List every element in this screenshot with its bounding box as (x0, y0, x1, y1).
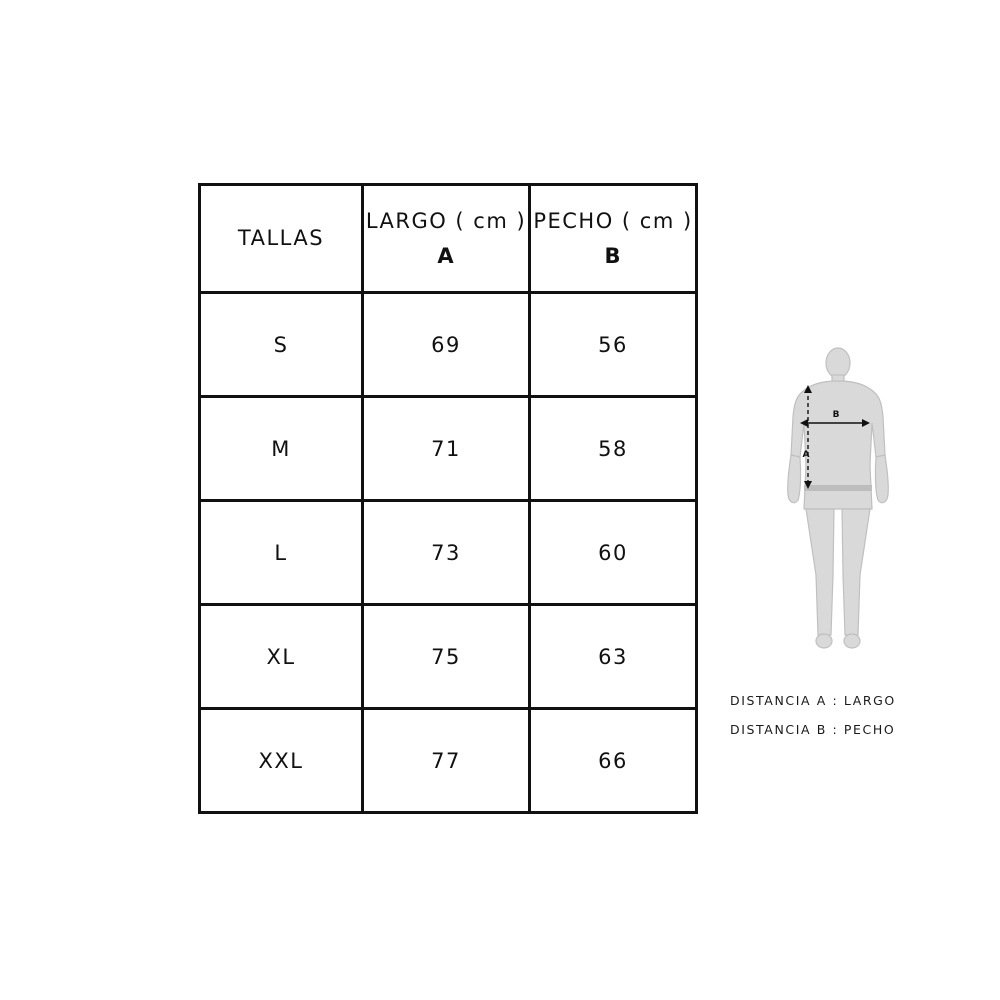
waist-band (804, 485, 872, 491)
cell-length: 77 (363, 709, 530, 813)
table-row (200, 397, 697, 501)
table-row (200, 293, 697, 397)
cell-chest: 66 (530, 709, 697, 813)
table-body (200, 293, 697, 813)
column-header-chest-label: PECHO ( cm ) (533, 209, 693, 234)
table-row (200, 605, 697, 709)
table-header (200, 185, 697, 293)
body-figure-svg (748, 345, 928, 675)
legend-line-a: DISTANCIA A : LARGO (730, 693, 896, 708)
measurement-label-a: A (802, 450, 810, 460)
cell-size: M (200, 397, 363, 501)
cell-size: XL (200, 605, 363, 709)
column-header-chest (530, 185, 697, 293)
cell-chest: 58 (530, 397, 697, 501)
cell-size: XXL (200, 709, 363, 813)
table-row (200, 709, 697, 813)
column-header-chest-letter: B (604, 243, 622, 268)
table-header-row (200, 185, 697, 293)
cell-chest: 56 (530, 293, 697, 397)
column-header-length-letter: A (437, 243, 455, 268)
legend (730, 693, 950, 737)
size-chart-table-container (198, 183, 693, 814)
column-header-length-label: LARGO ( cm ) (365, 209, 527, 234)
cell-length: 73 (363, 501, 530, 605)
column-header-sizes (200, 185, 363, 293)
cell-chest: 63 (530, 605, 697, 709)
column-header-sizes-label: TALLAS (237, 226, 325, 251)
legend-line-b: DISTANCIA B : PECHO (730, 722, 896, 737)
cell-length: 69 (363, 293, 530, 397)
size-chart-table (198, 183, 698, 814)
cell-size: S (200, 293, 363, 397)
table-row (200, 501, 697, 605)
cell-length: 75 (363, 605, 530, 709)
cell-size: L (200, 501, 363, 605)
cell-length: 71 (363, 397, 530, 501)
body-figure-diagram (748, 345, 928, 675)
cell-chest: 60 (530, 501, 697, 605)
measurement-label-b: B (832, 410, 840, 420)
measurement-figure-panel (730, 345, 950, 751)
body-silhouette-icon (788, 348, 889, 648)
column-header-length (363, 185, 530, 293)
